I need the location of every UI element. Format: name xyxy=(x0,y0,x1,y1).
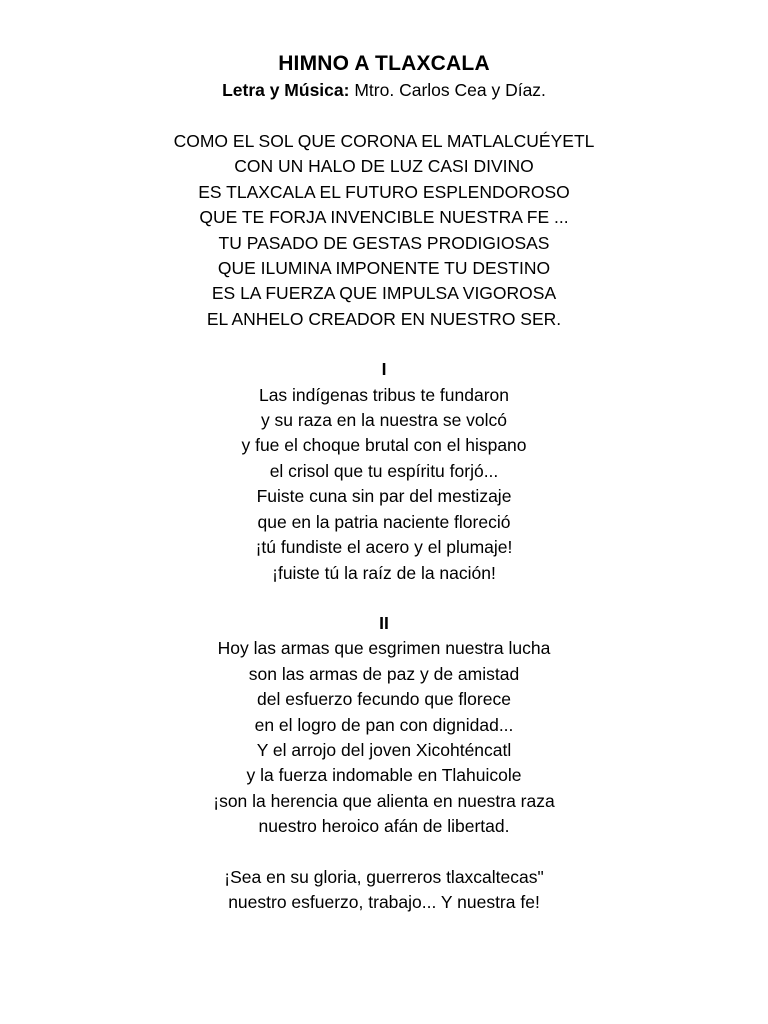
chorus-line: EL ANHELO CREADOR EN NUESTRO SER. xyxy=(206,308,562,329)
credits-line xyxy=(0,78,768,103)
stanza-line: que en la patria naciente floreció xyxy=(257,511,511,532)
closing-line: ¡Sea en su gloria, guerreros tlaxcaltecas" xyxy=(224,866,544,887)
chorus-line: ES TLAXCALA EL FUTURO ESPLENDOROSO xyxy=(198,181,570,202)
chorus-line: TU PASADO DE GESTAS PRODIGIOSAS xyxy=(218,232,550,253)
stanza-line: en el logro de pan con dignidad... xyxy=(254,714,514,735)
stanza-line: Hoy las armas que esgrimen nuestra lucha xyxy=(217,638,551,659)
stanza-number: I xyxy=(381,359,387,380)
stanza-line: el crisol que tu espíritu forjó... xyxy=(269,460,499,481)
stanza-line: ¡fuiste tú la raíz de la nación! xyxy=(272,562,496,583)
stanza-1 xyxy=(0,357,768,586)
chorus-line: CON UN HALO DE LUZ CASI DIVINO xyxy=(234,156,534,177)
credits-label: Letra y Música: xyxy=(222,80,350,100)
chorus-line: ES LA FUERZA QUE IMPULSA VIGOROSA xyxy=(211,283,557,304)
stanza-number: II xyxy=(379,612,389,633)
stanza-line: y su raza en la nuestra se volcó xyxy=(260,410,508,431)
stanza-line: del esfuerzo fecundo que florece xyxy=(257,689,511,710)
stanza-line: ¡tú fundiste el acero y el plumaje! xyxy=(255,537,513,558)
stanza-line: Las indígenas tribus te fundaron xyxy=(258,384,510,405)
chorus xyxy=(0,129,768,332)
closing-verse xyxy=(0,865,768,916)
stanza-line: Fuiste cuna sin par del mestizaje xyxy=(256,486,512,507)
stanza-line: ¡son la herencia que alienta en nuestra raza xyxy=(213,790,555,811)
hymn-title: HIMNO A TLAXCALA xyxy=(278,52,490,75)
chorus-line: QUE TE FORJA INVENCIBLE NUESTRA FE ... xyxy=(199,207,569,228)
stanza-line: nuestro heroico afán de libertad. xyxy=(258,816,510,837)
credits-author: Mtro. Carlos Cea y Díaz. xyxy=(354,80,546,100)
chorus-line: QUE ILUMINA IMPONENTE TU DESTINO xyxy=(217,258,551,279)
closing-line: nuestro esfuerzo, trabajo... Y nuestra fe! xyxy=(228,891,540,912)
stanza-line: y fue el choque brutal con el hispano xyxy=(241,435,527,456)
stanza-line: y la fuerza indomable en Tlahuicole xyxy=(246,765,522,786)
chorus-line: COMO EL SOL QUE CORONA EL MATLALCUÉYETL xyxy=(173,131,595,151)
stanza-line: son las armas de paz y de amistad xyxy=(248,663,520,684)
stanza-line: Y el arrojo del joven Xicohténcatl xyxy=(256,739,512,760)
stanza-2 xyxy=(0,611,768,840)
